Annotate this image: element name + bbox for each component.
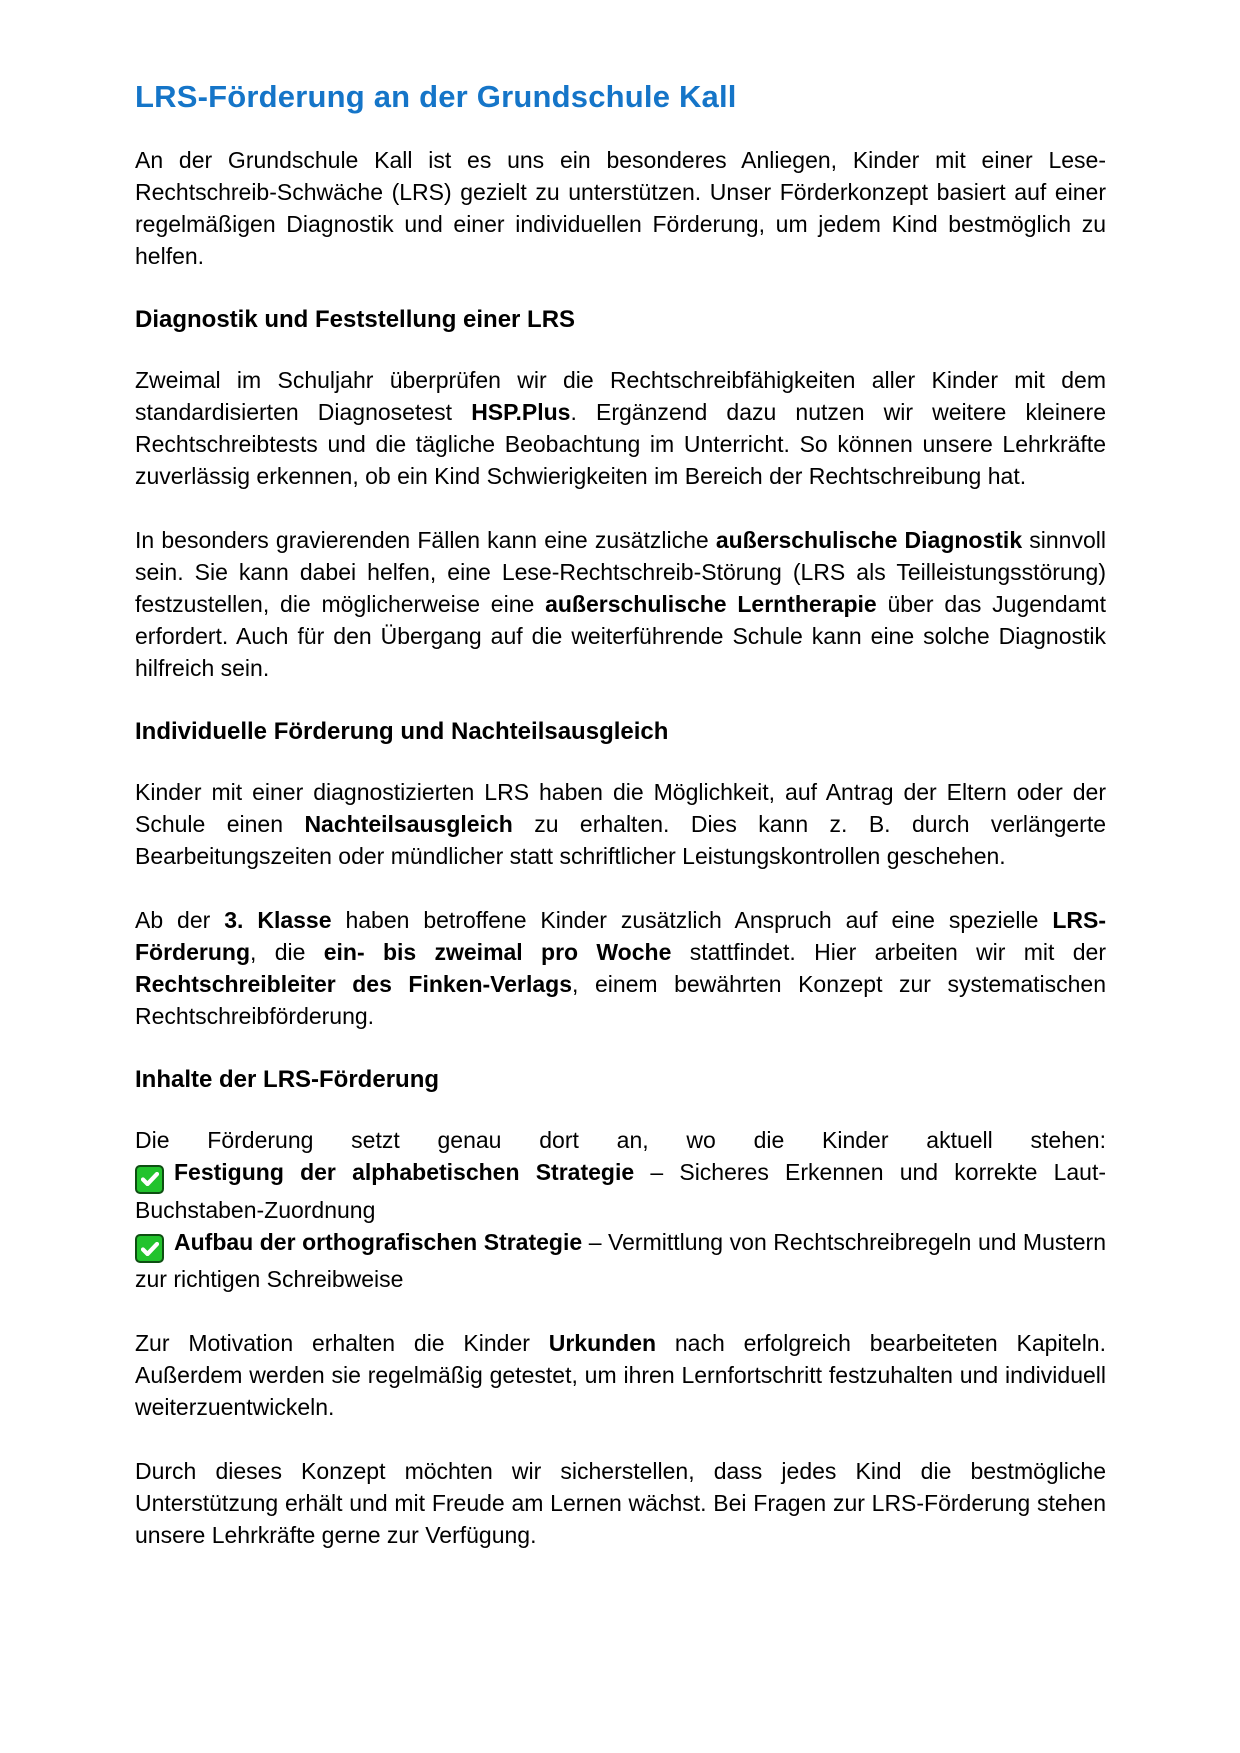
text-run: sinnvoll sein. Sie kann dabei helfen, eine Lese-Rechtschreib-Störung (LRS als Teilleistungsstörung) festzustellen, die möglicherweise eine [135, 527, 1106, 617]
checklist-item-title: Aufbau der orthografischen Strategie [174, 1228, 583, 1255]
text-run: An der Grundschule Kall ist es uns ein besonderes Anliegen, Kinder mit einer Lese-Rechtschreib-Schwäche (LRS) gezielt zu unterstützen. Unser Förderkonzept basiert auf einer regelmäßigen Diagnostik und einer individuellen Förderung, um jedem Kind bestmöglich zu helfen. [135, 147, 1106, 269]
checkmark-icon [135, 1165, 164, 1194]
checkmark-icon [135, 1234, 164, 1263]
checklist-item-text: – Vermittlung von Rechtschreibregeln und Mustern zur richtigen Schreibweise [135, 1228, 1107, 1292]
text-run: über das Jugendamt erfordert. Auch für den Übergang auf die weiterführende Schule kann eine solche Diagnostik hilfreich sein. [135, 591, 1106, 681]
checklist-intro: Die Förderung setzt genau dort an, wo die Kinder aktuell stehen: [135, 1127, 1106, 1153]
text-run: Zweimal im Schuljahr überprüfen wir die Rechtschreibfähigkeiten aller Kinder mit dem standardisierten Diagnosetest [135, 367, 1106, 425]
text-run: , die [250, 939, 324, 965]
bold-text-run: ein- bis zweimal pro Woche [323, 939, 672, 965]
paragraph-closing [135, 1455, 1106, 1551]
checklist-item-orthografische-strategie [135, 1226, 1106, 1296]
paragraph-lrs-foerderung [135, 904, 1106, 1032]
text-run: stattfindet. Hier arbeiten wir mit der [671, 939, 1106, 965]
bold-text-run: Urkunden [548, 1330, 657, 1356]
text-run: Zur Motivation erhalten die Kinder [135, 1330, 549, 1356]
checklist-paragraph [135, 1124, 1106, 1295]
text-run: Ab der [135, 907, 225, 933]
checklist-item-alphabetische-strategie [135, 1156, 1106, 1226]
text-run: Kinder mit einer diagnostizierten LRS haben die Möglichkeit, auf Antrag der Eltern oder der Schule einen [135, 779, 1106, 837]
checklist-item-title: Festigung der alphabetischen Strategie [174, 1159, 635, 1185]
paragraph-diagnostik-2 [135, 524, 1106, 684]
paragraph-motivation [135, 1327, 1106, 1423]
section-heading-diagnostik: Diagnostik und Feststellung einer LRS [135, 306, 576, 333]
bold-text-run: Rechtschreibleiter des Finken-Verlags [135, 971, 573, 997]
section-heading-inhalte: Inhalte der LRS-Förderung [135, 1066, 440, 1093]
bold-text-run: Nachteilsausgleich [304, 811, 513, 837]
text-run: . Ergänzend dazu nutzen wir weitere kleinere Rechtschreibtests und die tägliche Beobachtung im Unterricht. So können unsere Lehrkräfte zuverlässig erkennen, ob ein Kind Schwierigkeiten im Bereich der Rechtschreibung hat. [135, 399, 1106, 489]
text-run: haben betroffene Kinder zusätzlich Anspruch auf eine spezielle [331, 907, 1053, 933]
text-run: nach erfolgreich bearbeiteten Kapiteln. Außerdem werden sie regelmäßig getestet, um ihren Lernfortschritt festzuhalten und individuell weiterzuentwickeln. [135, 1330, 1106, 1420]
text-run: Durch dieses Konzept möchten wir sicherstellen, dass jedes Kind die bestmögliche Unterstützung erhält und mit Freude am Lernen wächst. Bei Fragen zur LRS-Förderung stehen unsere Lehrkräfte gerne zur Verfügung. [135, 1458, 1106, 1548]
bold-text-run: LRS-Förderung [135, 907, 1106, 965]
page-title: LRS-Förderung an der Grundschule Kall [135, 79, 737, 114]
checklist-item-text: – Sicheres Erkennen und korrekte Laut-Buchstaben-Zuordnung [135, 1159, 1106, 1223]
text-run: In besonders gravierenden Fällen kann eine zusätzliche [135, 527, 716, 553]
paragraph-diagnostik-1 [135, 364, 1106, 492]
bold-text-run: außerschulische Lerntherapie [545, 591, 877, 617]
section-heading-individuelle-foerderung: Individuelle Förderung und Nachteilsausgleich [135, 718, 669, 745]
text-run: zu erhalten. Dies kann z. B. durch verlängerte Bearbeitungszeiten oder mündlicher statt schriftlicher Leistungskontrollen geschehen. [135, 811, 1106, 869]
bold-text-run: HSP.Plus [471, 399, 571, 425]
text-run: , einem bewährten Konzept zur systematischen Rechtschreibförderung. [135, 971, 1106, 1029]
bold-text-run: 3. Klasse [224, 907, 332, 933]
paragraph-nachteilsausgleich [135, 776, 1106, 872]
bold-text-run: außerschulische Diagnostik [715, 527, 1023, 553]
intro-paragraph [135, 144, 1106, 272]
